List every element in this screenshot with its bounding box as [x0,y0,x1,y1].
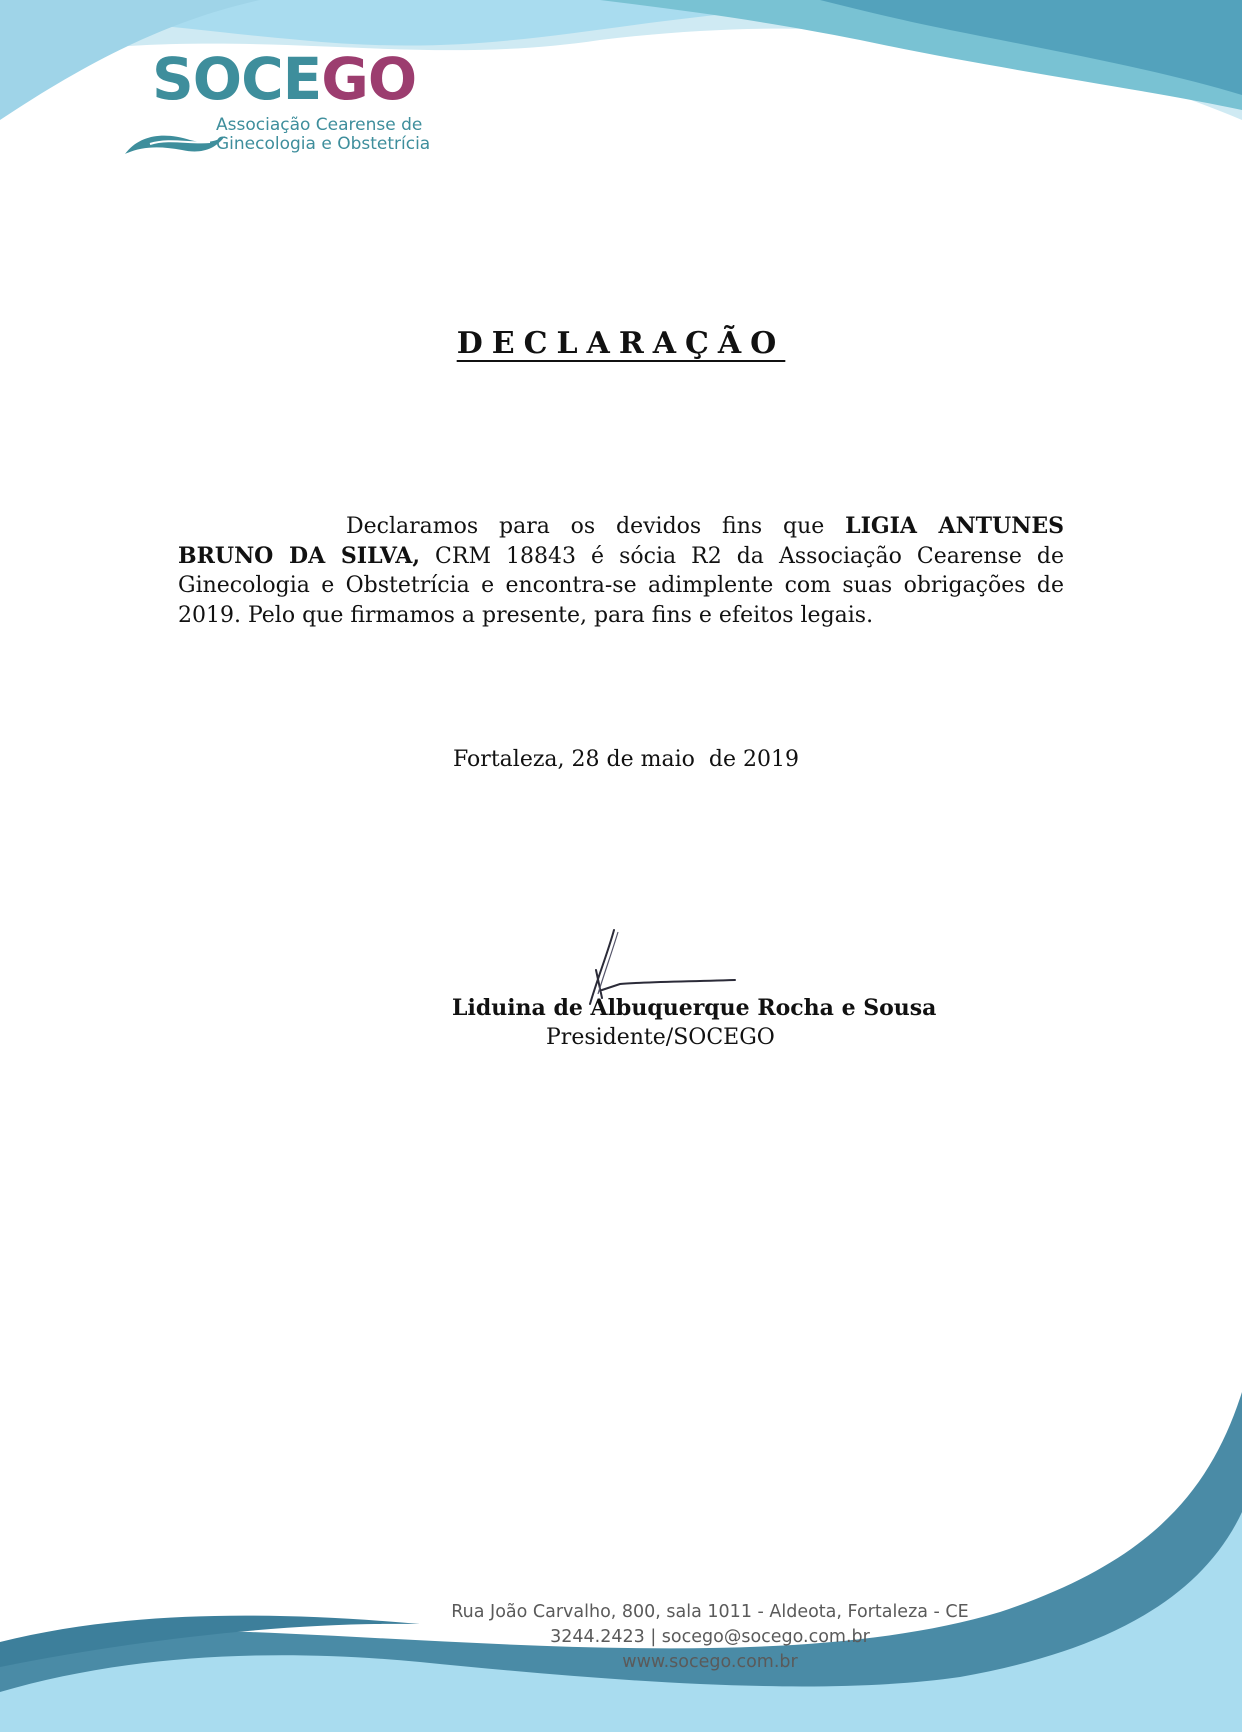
member-name: LIGIA ANTUNES BRUNO DA SILVA, [178,513,1064,569]
socego-logo [120,45,500,164]
logo-subtitle: Associação Cearense de Ginecologia e Obstetrícia [216,115,431,154]
signer-role: Presidente/SOCEGO [546,1025,775,1050]
date-line: Fortaleza, 28 de maio de 2019 [453,747,799,772]
footer-contact [420,1600,1000,1675]
footer-phone-email: 3244.2423 | socego@socego.com.br [550,1627,870,1647]
hands-logo-icon [120,114,230,164]
declaration-paragraph: Declaramos para os devidos fins que LIGIA ANTUNES BRUNO DA SILVA, CRM 18843 é sócia R2 da Associação Cearense de Ginecologia e Obstetrícia e encontra-se adimplente com suas obrigações de 2019. Pelo que firmamos a presente, para fins e efeitos legais. [178,513,1064,628]
footer-wave-decoration [0,1392,1242,1732]
document-title: DECLARAÇÃO [456,326,786,361]
footer-address: Rua João Carvalho, 800, sala 1011 - Aldeota, Fortaleza - CE [451,1602,969,1622]
footer-website: www.socego.com.br [622,1652,798,1672]
signer-name: Liduina de Albuquerque Rocha e Sousa [452,995,937,1021]
logo-wordmark: SOCEGO [152,45,417,113]
